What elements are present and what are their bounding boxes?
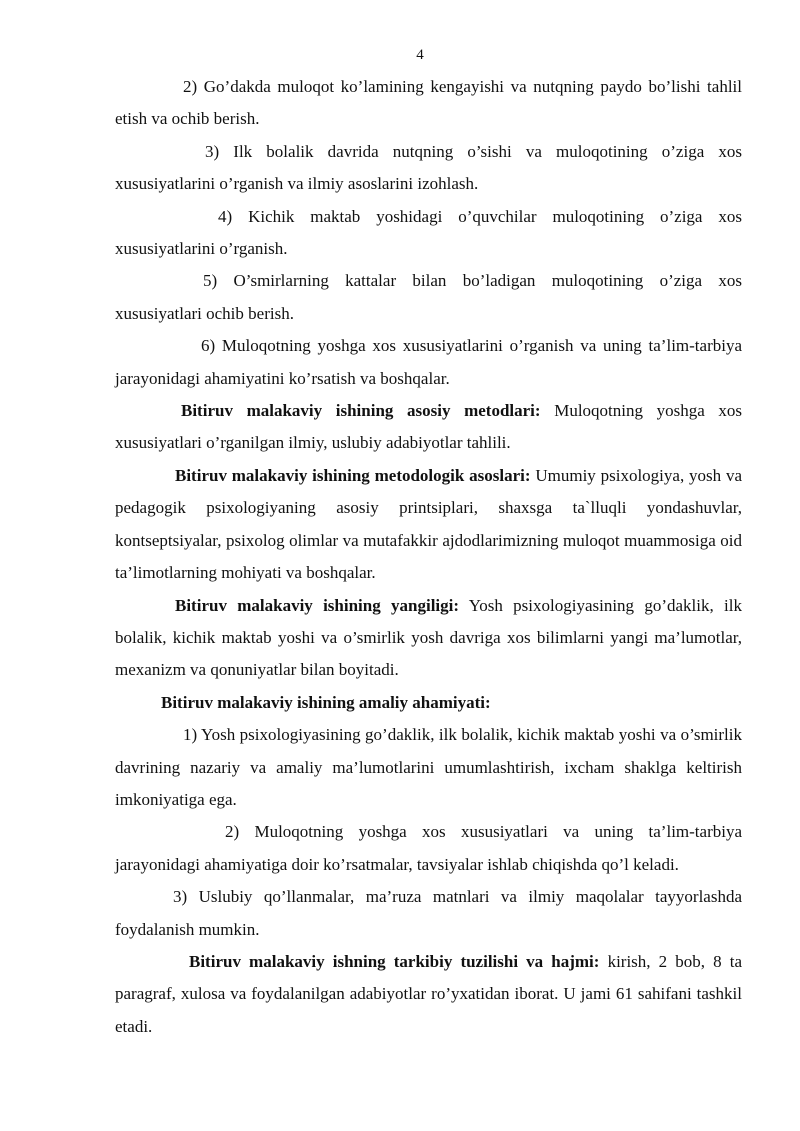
practical-item-1: 1) Yosh psixologiyasining go’daklik, ilk bolalik, kichik maktab yoshi va o’smirlik davrining nazariy va amaliy ma’lumotlarini umumlashtirish, ixcham shaklga keltirish imkoniyatiga ega. bbox=[115, 725, 742, 809]
structure-label: Bitiruv malakaviy ishning tarkibiy tuzilishi va hajmi: bbox=[189, 951, 600, 971]
methodology-label: Bitiruv malakaviy ishining metodologik asoslari: bbox=[175, 465, 531, 485]
practical-heading: Bitiruv malakaviy ishining amaliy ahamiyati: bbox=[161, 692, 491, 712]
task-item-5: 5) O’smirlarning kattalar bilan bo’ladigan muloqotining o’ziga xos xususiyatlari ochib berish. bbox=[115, 271, 742, 323]
page-number: 4 bbox=[416, 47, 424, 63]
task-item-3: 3) Ilk bolalik davrida nutqning o’sishi va muloqotining o’ziga xos xususiyatlarini o’rganish va ilmiy asoslarini izohlash. bbox=[115, 141, 742, 194]
practical-item-2: 2) Muloqotning yoshga xos xususiyatlari va uning ta’lim-tarbiya jarayonidagi ahamiyatiga doir ko’rsatmalar, tavsiyalar ishlab chiqishda qo’l keladi. bbox=[115, 822, 742, 874]
methods-paragraph bbox=[115, 395, 742, 460]
methods-text: Muloqotning yoshga xos xususiyatlari o’rganilgan ilmiy, uslubiy adabiyotlar tahlili. bbox=[115, 401, 743, 453]
novelty-paragraph bbox=[115, 590, 742, 687]
structure-paragraph bbox=[115, 946, 742, 1043]
task-item-6: 6) Muloqotning yoshga xos xususiyatlarini o’rganish va uning ta’lim-tarbiya jarayonidagi ahamiyatini ko’rsatish va boshqalar. bbox=[115, 336, 742, 388]
novelty-label: Bitiruv malakaviy ishining yangiligi: bbox=[175, 595, 460, 615]
practical-item-3: 3) Uslubiy qo’llanmalar, ma’ruza matnlari va ilmiy maqolalar tayyorlashda foydalanish mumkin. bbox=[115, 887, 742, 939]
methodology-text: Umumiy psixologiya, yosh va pedagogik psixologiyaning asosiy printsiplari, shaxsga ta`lluqli yondashuvlar, kontseptsiyalar, psixolog olimlar va mutafakkir ajdodlarimizning muloqot muammosiga oid ta’limotlarning mohiyati va boshqalar. bbox=[115, 465, 742, 583]
methods-label: Bitiruv malakaviy ishining asosiy metodlari: bbox=[181, 401, 541, 421]
task-item-4: 4) Kichik maktab yoshidagi o’quvchilar muloqotining o’ziga xos xususiyatlarini o’rganish. bbox=[115, 206, 742, 259]
methodology-paragraph bbox=[115, 460, 742, 590]
task-item-2: 2) Go’dakda muloqot ko’lamining kengayishi va nutqning paydo bo’lishi tahlil etish va ochib berish. bbox=[115, 77, 742, 129]
document-body bbox=[115, 71, 742, 1043]
structure-text: kirish, 2 bob, 8 ta paragraf, xulosa va foydalanilgan adabiyotlar ro’yxatidan iborat. U jami 61 sahifani tashkil etadi. bbox=[115, 951, 742, 1036]
novelty-text: Yosh psixologiyasining go’daklik, ilk bolalik, kichik maktab yoshi va o’smirlik yosh davriga xos bilimlarni yangi ma’lumotlar, mexanizm va qonuniyatlar bilan boyitadi. bbox=[115, 595, 742, 680]
